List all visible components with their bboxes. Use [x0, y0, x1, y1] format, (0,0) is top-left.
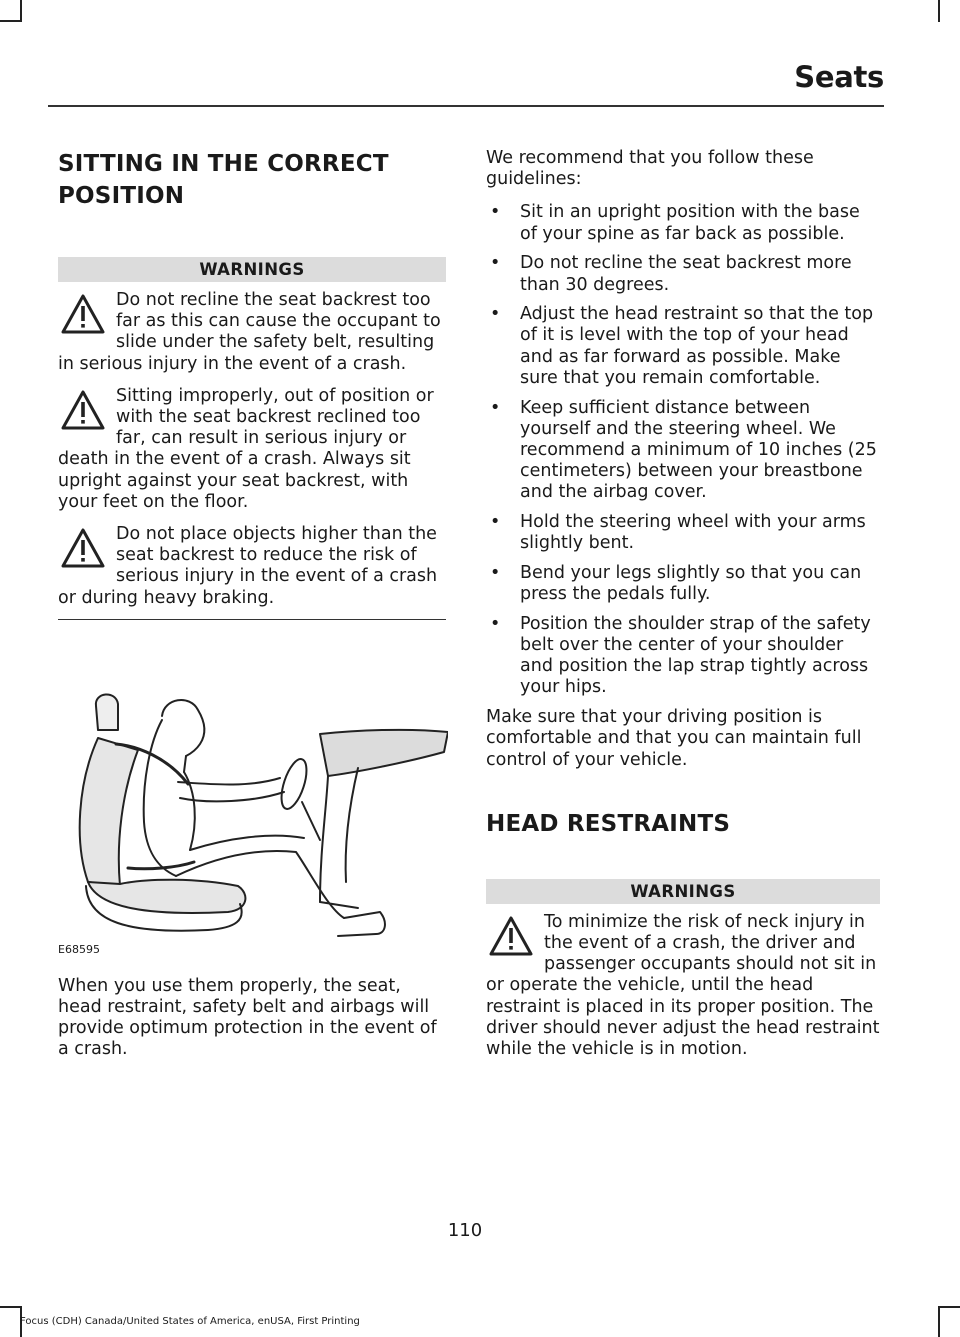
list-item: • Keep sufficient distance between yourself and the steering wheel. We recommend a minimum of 10 inches (25 centimeters) between your breastbone and the airbag cover. [490, 397, 877, 503]
warning-text: To minimize the risk of neck injury in the event of a crash, the driver and passenger occupants should not sit in or operate the vehicle, until the head restraint is placed in its proper position. The driver should never adjust the head restraint while the vehicle is in motion. [486, 911, 880, 1059]
guidelines-list [486, 202, 880, 698]
list-item: • Sit in an upright position with the base of your spine as far back as possible. [490, 202, 860, 244]
list-item: • Adjust the head restraint so that the top of it is level with the top of your head and as far forward as possible. Make sure that you remain comfortable. [490, 304, 874, 388]
guidelines-intro: We recommend that you follow these guidelines: [486, 148, 814, 190]
page-number: 110 [447, 1220, 483, 1241]
bullet: • [490, 613, 501, 634]
bullet: • [490, 304, 501, 325]
list-item: • Bend your legs slightly so that you can press the pedals fully. [490, 562, 862, 605]
warning-triangle-icon [58, 526, 108, 572]
bullet: • [490, 202, 501, 223]
crop-mark [938, 0, 940, 22]
bullet: • [490, 397, 501, 418]
crop-mark [938, 1306, 940, 1337]
figure-id: E68595 [58, 942, 100, 956]
list-item: • Position the shoulder strap of the safety belt over the center of your shoulder and position the lap strap tightly across your hips. [490, 613, 871, 698]
section-heading-sitting: SITTING IN THE CORRECT POSITION [58, 151, 389, 209]
warning-triangle-icon [486, 914, 536, 960]
warning-item [58, 524, 446, 620]
warning-item [58, 386, 446, 513]
warning-text: Sitting improperly, out of position or with the seat backrest reclined too far, can result in serious injury or death in the event of a crash. Always sit upright against your seat backrest, with your feet on the floor. [58, 385, 434, 512]
warning-text: Do not recline the seat backrest too far as this can cause the occupant to slide under the safety belt, resulting in serious injury in the event of a crash. [58, 290, 441, 374]
paragraph: Make sure that your driving position is comfortable and that you can maintain full control of your vehicle. [486, 707, 862, 770]
warning-item [486, 912, 880, 1060]
bullet: • [490, 562, 501, 583]
page-header-title: Seats [794, 60, 884, 94]
list-item: • Do not recline the seat backrest more than 30 degrees. [490, 253, 852, 295]
right-column [486, 148, 880, 1071]
list-item: • Hold the steering wheel with your arms slightly bent. [490, 512, 866, 554]
section-heading-head-restraints: HEAD RESTRAINTS [486, 810, 731, 837]
warning-triangle-icon [58, 388, 108, 434]
bullet: • [490, 253, 501, 274]
header-rule [48, 105, 884, 107]
warnings-bar: WARNINGS [486, 879, 880, 904]
warnings-bar: WARNINGS [58, 257, 446, 282]
seated-driver-illustration [58, 672, 448, 952]
driver-position-illustration [58, 672, 448, 956]
crop-mark [0, 1306, 22, 1308]
paragraph: When you use them properly, the seat, head restraint, safety belt and airbags will provide optimum protection in the event of a crash. [58, 975, 437, 1060]
crop-mark [20, 0, 22, 22]
warning-item [58, 290, 446, 375]
footer-text: Focus (CDH) Canada/United States of America, enUSA, First Printing [20, 1316, 360, 1327]
warning-text: Do not place objects higher than the seat backrest to reduce the risk of serious injury in the event of a crash or during heavy braking. [58, 524, 438, 608]
bullet: • [490, 512, 501, 533]
left-column [58, 148, 446, 1061]
warning-triangle-icon [58, 292, 108, 338]
crop-mark [0, 20, 22, 22]
crop-mark [938, 1306, 960, 1308]
